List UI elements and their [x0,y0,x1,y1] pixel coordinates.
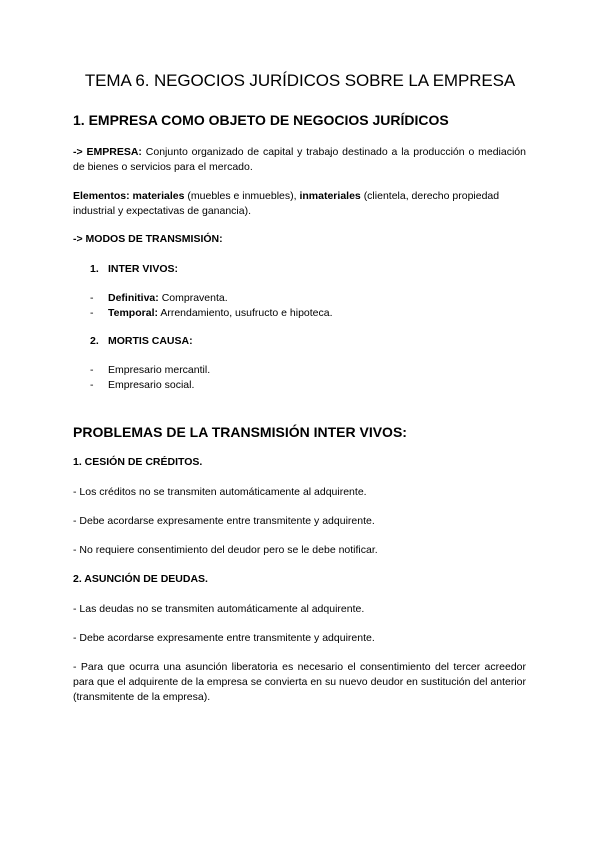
elementos-inmateriales: inmateriales [299,190,361,202]
list-item [90,292,228,304]
list-text: Compraventa. [161,292,228,304]
list-term: Definitiva: [108,292,159,304]
mortis-causa-heading [90,335,193,347]
empresa-definition-text: Conjunto organizado de capital y trabajo destinado a la producción o mediación de bienes o servicios para el mercado. [73,146,526,173]
cesion-paragraph: - Debe acordarse expresamente entre transmitente y adquirente. [73,515,375,527]
section-2-heading: PROBLEMAS DE LA TRANSMISIÓN INTER VIVOS: [73,424,407,440]
elementos-label: Elementos: [73,190,130,202]
list-dash: - [90,307,94,319]
list-item [90,379,194,391]
asuncion-paragraph: - Las deudas no se transmiten automáticamente al adquirente. [73,603,365,615]
section-1-heading: 1. EMPRESA COMO OBJETO DE NEGOCIOS JURÍDICOS [73,112,449,128]
mortis-causa-number: 2. [90,335,99,347]
mortis-causa-label: MORTIS CAUSA: [108,335,193,347]
empresa-term: EMPRESA: [86,146,142,158]
list-text: Empresario social. [108,379,195,391]
list-text: Empresario mercantil. [108,364,211,376]
elementos-paragraph [73,189,526,219]
list-item [90,307,333,319]
list-dash: - [90,379,94,391]
list-term: Temporal: [108,307,158,319]
asuncion-heading: 2. ASUNCIÓN DE DEUDAS. [73,573,208,585]
inter-vivos-number: 1. [90,263,99,275]
document-title: TEMA 6. NEGOCIOS JURÍDICOS SOBRE LA EMPRESA [84,71,516,90]
asuncion-paragraph: - Debe acordarse expresamente entre transmitente y adquirente. [73,632,375,644]
inter-vivos-label: INTER VIVOS: [108,263,179,275]
asuncion-paragraph: - Para que ocurra una asunción liberatoria es necesario el consentimiento del tercer acreedor para que el adquirente de la empresa se convierta en su nuevo deudor en sustitución del anterior (transmitente de la empresa). [73,661,526,703]
list-dash: - [90,364,94,376]
elementos-inmateriales-detail: (clientela, derecho propiedad industrial y expectativas de ganancia). [73,190,500,217]
list-text: Arrendamiento, usufructo e hipoteca. [160,307,333,319]
elementos-materiales-detail: (muebles e inmuebles), [187,190,297,202]
inter-vivos-heading [90,263,178,275]
modos-heading: -> MODOS DE TRANSMISIÓN: [73,233,223,245]
list-item [90,364,210,376]
elementos-materiales: materiales [132,190,185,202]
list-dash: - [90,292,94,304]
empresa-arrow: -> [73,146,83,158]
cesion-heading: 1. CESIÓN DE CRÉDITOS. [73,456,203,468]
empresa-definition [73,145,526,175]
cesion-paragraph: - Los créditos no se transmiten automáticamente al adquirente. [73,486,367,498]
cesion-paragraph: - No requiere consentimiento del deudor pero se le debe notificar. [73,544,378,556]
